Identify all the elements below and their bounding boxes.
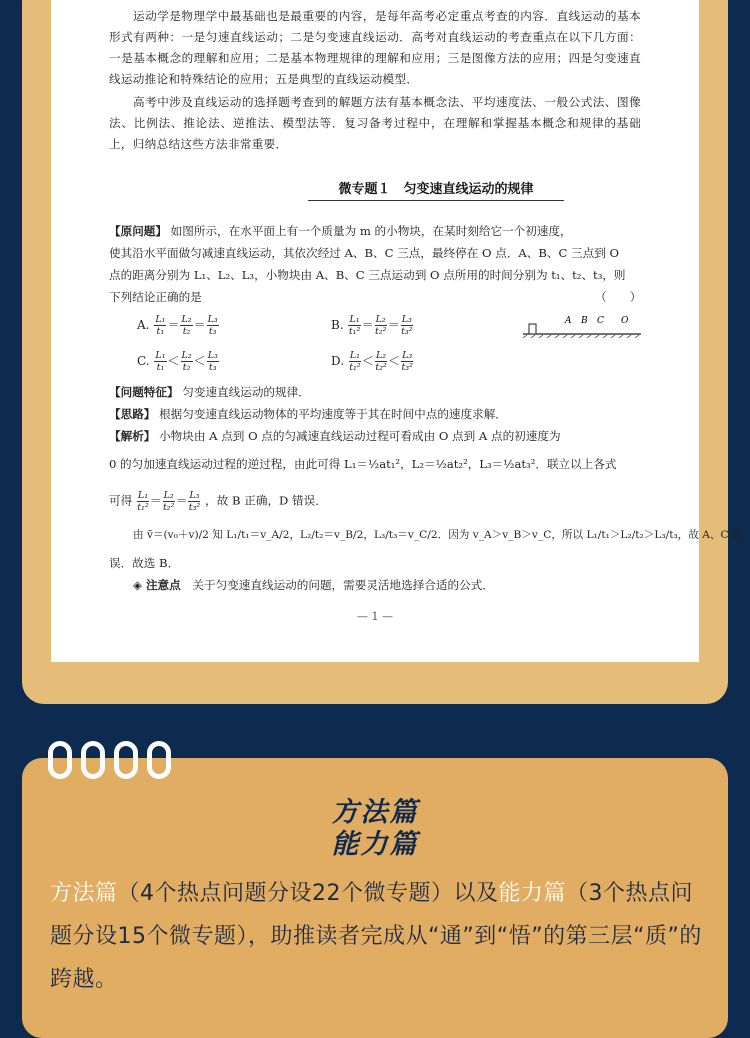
idea-label: 【思路】 <box>109 407 156 421</box>
option-b: B. $\frac{\text{L₁}}{\text{t₁²}}$ ＝ $\frac{\text{L₂}}{\text{t₂²}}$ ＝ $\frac{\text{L₃}}{\text{t₃²}}$ <box>331 314 413 337</box>
feature-text: 匀变速直线运动的规律． <box>182 385 310 399</box>
diagram-label-a: A <box>565 316 572 326</box>
answer-blank: （ ） <box>595 290 642 304</box>
diagram-label-o: O <box>621 316 629 326</box>
analysis-label: 【解析】 <box>109 429 156 443</box>
idea-text: 根据匀变速直线运动物体的平均速度等于其在时间中点的速度求解． <box>159 407 507 421</box>
problem-label: 【原问题】 <box>109 224 167 238</box>
binder-ring-icon <box>81 741 105 779</box>
option-c: C. $\frac{\text{L₁}}{\text{t₁}}$ ＜ $\frac{\text{L₂}}{\text{t₂}}$ ＜ $\frac{\text{L₃}}{\text{t₃}}$ <box>137 350 218 373</box>
block-shape <box>529 324 536 334</box>
analysis-text-3b: ，故 B 正确，D 错误． <box>205 493 327 508</box>
problem-line-1 <box>109 222 699 240</box>
blurb-highlight-ability: 能力篇 <box>498 881 567 906</box>
intro-paragraph-1: 运动学是物理学中最基础也是最重要的内容，是每年高考必定重点考查的内容．直线运动的基本形式有两种：一是匀速直线运动；二是匀变速直线运动．高考对直线运动的考查重点在以下几方面：一是基本概念的理解和应用；二是基本物理规律的理解和应用；三是图像方法的应用；四是匀变速直线运动推论和特殊结论的应用；五是典型的直线运动模型． <box>109 9 641 86</box>
blurb-text-1: （4个热点问题分设22个微专题）以及 <box>117 881 499 906</box>
promo-blurb <box>50 872 710 1001</box>
problem-line-3: 点的距离分别为 L₁、L₂、L₃，小物块由 A、B、C 三点运动到 O 点所用的时间分别为 t₁、t₂、t₃，则 <box>109 268 626 282</box>
option-a: A. $\frac{\text{L₁}}{\text{t₁}}$ ＝ $\frac{\text{L₂}}{\text{t₂}}$ ＝ $\frac{\text{L₃}}{\text{t₃}}$ <box>137 314 218 337</box>
note-text: 关于匀变速直线运动的问题，需要灵活地选择合适的公式． <box>192 578 494 592</box>
diagram-label-c: C <box>597 316 604 326</box>
blurb-text-2: （3个热点问题分设15个微专题），助推读者完成从“通”到“悟”的第三层“质”的跨越。 <box>50 881 702 992</box>
binder-ring-icon <box>114 741 138 779</box>
option-a-label: A. <box>137 318 150 332</box>
feature-line <box>109 383 699 401</box>
note-label: ◈ 注意点 <box>133 578 181 592</box>
note-line <box>133 576 723 594</box>
option-d: D. $\frac{\text{L₁}}{\text{t₁²}}$ ＜ $\frac{\text{L₂}}{\text{t₂²}}$ ＜ $\frac{\text{L₃}}{\text{t₃²}}$ <box>331 350 413 373</box>
analysis-text-1: 小物块由 A 点到 O 点的匀减速直线运动过程可看成由 O 点到 A 点的初速度为 <box>159 429 561 443</box>
option-d-label: D. <box>331 354 345 368</box>
feature-label: 【问题特征】 <box>109 385 179 399</box>
analysis-line-5: 误．故选 B． <box>109 556 180 570</box>
analysis-line-2: 0 的匀加速直线运动过程的逆过程，由此可得 L₁＝½at₁²，L₂＝½at₂²，L₃＝½at₃²．联立以上各式 <box>109 457 617 471</box>
problem-line-2: 使其沿水平面做匀减速直线运动，其依次经过 A、B、C 三点，最终停在 O 点．A、B、C 三点到 O <box>109 246 620 260</box>
problem-text-1: 如图所示，在水平面上有一个质量为 m 的小物块，在某时刻给它一个初速度， <box>170 224 572 238</box>
option-b-label: B. <box>331 318 344 332</box>
diagram-label-b: B <box>581 316 588 326</box>
motion-diagram <box>521 312 643 338</box>
analysis-line-1 <box>109 427 699 445</box>
analysis-line-4: 由 v̄＝(v₀＋v)/2 知 L₁/t₁＝v_A/2，L₂/t₂＝v_B/2，L₃/t₃＝v_C/2．因为 v_A＞v_B＞v_C，所以 L₁/t₁＞L₂/t₂＞L₃/t₃，故 A、C 错 <box>133 529 743 541</box>
page-number: — 1 — <box>357 610 393 623</box>
promo-title-line-1: 方法篇 <box>331 797 419 828</box>
intro-paragraph-2: 高考中涉及直线运动的选择题考查到的解题方法有基本概念法、平均速度法、一般公式法、图像法、比例法、推论法、逆推法、模型法等．复习备考过程中，在理解和掌握基本概念和规律的基础上，归纳总结这些方法非常重要． <box>109 95 641 151</box>
idea-line <box>109 405 699 423</box>
binder-ring-icon <box>147 741 171 779</box>
analysis-line-3: 可得 $\frac{\text{L₁}}{\text{t₁²}}$ ＝ $\frac{\text{L₂}}{\text{t₂²}}$ ＝ $\frac{\text{L₃}}{\text{t₃²}}$ ，故 B 正确，D 错误． <box>109 490 327 513</box>
binder-ring-icon <box>48 741 72 779</box>
problem-line-4 <box>109 288 699 306</box>
blurb-highlight-method: 方法篇 <box>50 881 118 906</box>
problem-text-4: 下列结论正确的是 <box>109 290 202 304</box>
analysis-text-3a: 可得 <box>109 493 133 508</box>
option-c-label: C. <box>137 354 150 368</box>
document-page <box>51 0 743 662</box>
section-title: 微专题１ 匀变速直线运动的规律 <box>308 178 564 201</box>
promo-title-line-2: 能力篇 <box>331 829 419 860</box>
